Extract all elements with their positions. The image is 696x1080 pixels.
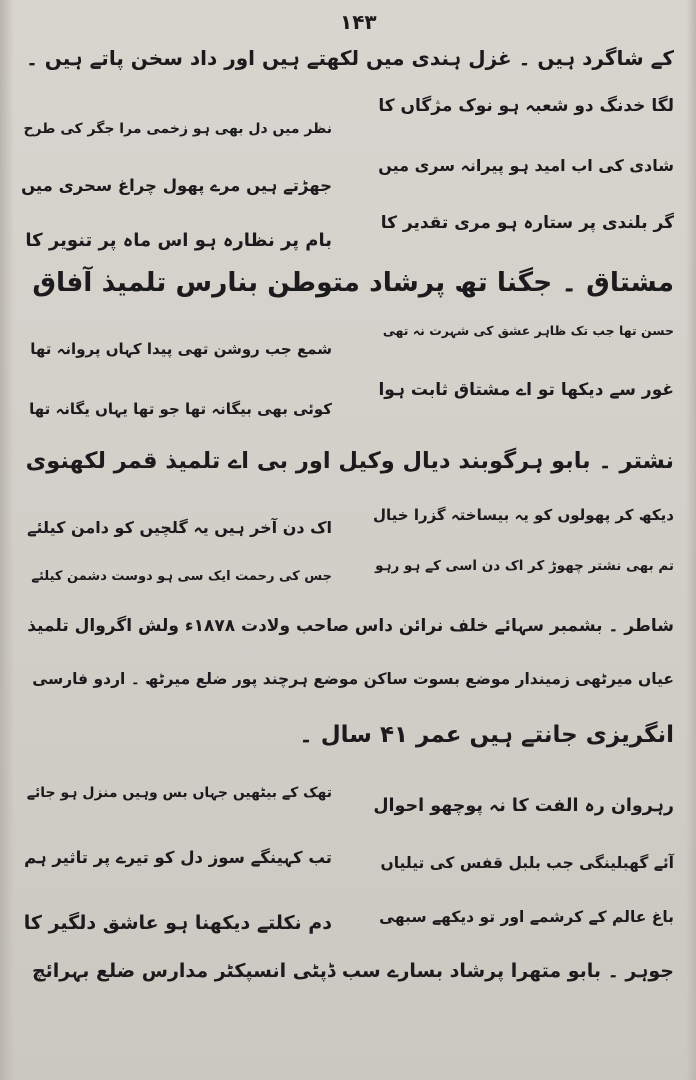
text-line: کے شاگرد ہیں ۔ غزل ہندی میں لکھتے ہیں اور داد سخن پاتے ہیں ۔ (26, 46, 674, 70)
verse-line-left: بام پر نظارہ ہو اس ماہ پر تنویر کا (25, 230, 332, 251)
verse-line-left: تھک کے بیٹھیں جہاں بس وہیں منزل ہو جائے (26, 785, 332, 801)
poet-heading: نشتر ۔ بابو ہرگوبند دیال وکیل اور بی اے تلمیذ قمر لکھنوی (25, 448, 674, 474)
verse-line-right: لگا خدنگ دو شعبہ ہو نوک مژگاں کا (378, 96, 674, 116)
verse-line-left: اک دن آخر ہیں یہ گلچیں کو دامن کیلئے (27, 518, 332, 537)
verse-line-left: جس کی رحمت ایک سی ہو دوست دشمن کیلئے (31, 569, 332, 584)
text-line: عیاں میرٹھی زمیندار موضع بسوت ساکن موضع ہرچند پور ضلع میرٹھ ۔ اردو فارسی (32, 670, 674, 688)
verse-line-right: باغ عالم کے کرشمے اور تو دیکھے سبھی (379, 908, 674, 926)
verse-line-right: رہروان رہ الفت کا نہ پوچھو احوال (373, 796, 674, 816)
poet-heading: مشتاق ۔ جگنا تھ پرشاد متوطن بنارس تلمیذ آفاق (32, 267, 674, 298)
verse-line-right: شادی کی اب امید ہو پیرانہ سری میں (378, 156, 674, 175)
verse-line-right: گر بلندی پر ستارہ ہو مری تقدیر کا (380, 213, 674, 233)
verse-line-right: حسن تھا جب تک ظاہر عشق کی شہرت نہ تھی (382, 323, 674, 338)
verse-line-left: دم نکلتے دیکھنا ہو عاشق دلگیر کا (23, 912, 332, 934)
page-number: ۱۴۳ (340, 10, 377, 34)
page-right-shadow (686, 0, 696, 1080)
poet-heading: شاطر ۔ بشمبر سہائے خلف نرائن داس صاحب ولادت ۱۸۷۸ء ولش اگروال تلمیذ (27, 616, 674, 636)
verse-line-left: شمع جب روشن تھی پیدا کہاں پروانہ تھا (30, 340, 332, 358)
poet-heading: جوہر ۔ بابو متھرا پرشاد بسارے سب ڈپٹی انسپکٹر مدارس ضلع بہرائچ (31, 960, 674, 982)
verse-line-right: دیکھ کر پھولوں کو یہ بیساختہ گزرا خیال (373, 506, 674, 524)
verse-line-left: نظر میں دل بھی ہو زخمی مرا جگر کی طرح (23, 121, 332, 137)
page-left-shadow (0, 0, 14, 1080)
verse-line-left: جھڑتے ہیں مرے پھول چراغ سحری میں (21, 176, 332, 195)
verse-line-right: غور سے دیکھا تو اے مشتاق ثابت ہوا (378, 380, 674, 400)
verse-line-left: تب کہینگے سوز دل کو تیرے پر تاثیر ہم (24, 848, 332, 867)
text-line: انگریزی جانتے ہیں عمر ۴۱ سال ۔ (299, 722, 674, 748)
verse-line-right: تم بھی نشتر چھوڑ کر اک دن اسی کے ہو رہو (375, 558, 674, 574)
verse-line-right: آئے گھبلینگی جب بلبل قفس کی تیلیاں (380, 854, 674, 872)
verse-line-left: کوئی بھی بیگانہ تھا جو تھا یہاں یگانہ تھا (29, 400, 332, 418)
